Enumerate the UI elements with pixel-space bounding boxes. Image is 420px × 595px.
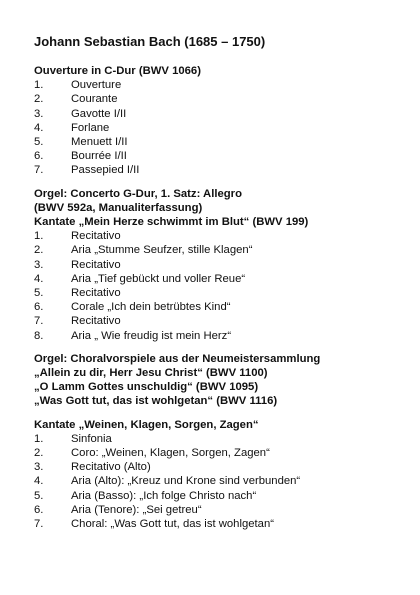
item-title: Ouverture xyxy=(71,79,122,92)
section-heading: (BWV 592a, Manualiterfassung) xyxy=(34,201,203,214)
item-number: 7. xyxy=(34,164,44,177)
list-item xyxy=(34,314,404,328)
document-title: Johann Sebastian Bach (1685 – 1750) xyxy=(34,34,266,49)
item-number: 1. xyxy=(34,230,44,243)
item-title: Sinfonia xyxy=(71,432,112,445)
list-item xyxy=(34,503,404,517)
item-title: Recitativo xyxy=(71,230,121,243)
section-choralvorspiele xyxy=(34,352,404,409)
item-number: 7. xyxy=(34,315,44,328)
item-title: Coro: „Weinen, Klagen, Sorgen, Zagen“ xyxy=(71,447,270,460)
item-title: Corale „Ich dein betrübtes Kind“ xyxy=(71,301,231,314)
list-item xyxy=(34,78,404,92)
list-item xyxy=(34,446,404,460)
program-page xyxy=(34,34,404,540)
item-title: Bourrée I/II xyxy=(71,150,127,163)
list-item xyxy=(34,286,404,300)
list-item xyxy=(34,135,404,149)
list-item xyxy=(34,460,404,474)
section-ouverture xyxy=(34,64,404,178)
item-number: 6. xyxy=(34,150,44,163)
item-title: Gavotte I/II xyxy=(71,107,127,120)
item-number: 2. xyxy=(34,447,44,460)
item-number: 3. xyxy=(34,461,44,474)
section-heading: „O Lamm Gottes unschuldig“ (BWV 1095) xyxy=(34,381,259,394)
item-number: 5. xyxy=(34,287,44,300)
list-item xyxy=(34,149,404,163)
section-kantate-weinen-klagen xyxy=(34,418,404,532)
item-number: 4. xyxy=(34,121,44,134)
item-number: 7. xyxy=(34,518,44,531)
item-number: 2. xyxy=(34,93,44,106)
item-title: Recitativo xyxy=(71,287,121,300)
list-item xyxy=(34,329,404,343)
item-number: 6. xyxy=(34,503,44,516)
section-heading: Kantate „Weinen, Klagen, Sorgen, Zagen“ xyxy=(34,418,259,431)
section-heading: Ouverture in C-Dur (BWV 1066) xyxy=(34,65,201,77)
item-number: 1. xyxy=(34,432,44,445)
list-item xyxy=(34,243,404,257)
list-item xyxy=(34,258,404,272)
list-item xyxy=(34,121,404,135)
item-title: Aria „Tief gebückt und voller Reue“ xyxy=(71,272,246,285)
list-item xyxy=(34,432,404,446)
list-item xyxy=(34,229,404,243)
section-heading: „Was Gott tut, das ist wohlgetan“ (BWV 1116) xyxy=(34,395,278,408)
item-title: Aria (Alto): „Kreuz und Krone sind verbunden“ xyxy=(71,475,301,488)
item-title: Forlane xyxy=(71,121,110,134)
item-number: 5. xyxy=(34,136,44,149)
item-number: 3. xyxy=(34,107,44,120)
item-title: Recitativo (Alto) xyxy=(71,461,151,474)
item-number: 2. xyxy=(34,244,44,257)
item-number: 5. xyxy=(34,489,44,502)
item-number: 3. xyxy=(34,258,44,271)
list-item xyxy=(34,517,404,531)
list-item xyxy=(34,272,404,286)
section-heading: Kantate „Mein Herze schwimmt im Blut“ (BWV 199) xyxy=(34,216,309,229)
list-item xyxy=(34,474,404,488)
section-heading: Orgel: Choralvorspiele aus der Neumeistersammlung xyxy=(34,352,321,365)
item-number: 4. xyxy=(34,475,44,488)
list-item xyxy=(34,107,404,121)
item-title: Choral: „Was Gott tut, das ist wohlgetan“ xyxy=(71,518,275,531)
item-title: Passepied I/II xyxy=(71,164,140,177)
list-item xyxy=(34,489,404,503)
section-heading: „Allein zu dir, Herr Jesu Christ“ (BWV 1100) xyxy=(34,367,268,380)
section-heading: Orgel: Concerto G-Dur, 1. Satz: Allegro xyxy=(34,187,242,200)
item-title: Aria (Basso): „Ich folge Christo nach“ xyxy=(71,489,257,502)
list-item xyxy=(34,92,404,106)
item-number: 4. xyxy=(34,272,44,285)
item-number: 8. xyxy=(34,329,44,342)
item-number: 6. xyxy=(34,301,44,314)
item-title: Menuett I/II xyxy=(71,136,128,149)
item-title: Aria „Stumme Seufzer, stille Klagen“ xyxy=(71,244,253,257)
list-item xyxy=(34,163,404,177)
item-title: Aria (Tenore): „Sei getreu“ xyxy=(71,503,202,516)
item-title: Recitativo xyxy=(71,315,121,328)
list-item xyxy=(34,300,404,314)
item-title: Recitativo xyxy=(71,258,121,271)
item-title: Aria „ Wie freudig ist mein Herz“ xyxy=(71,329,232,342)
item-number: 1. xyxy=(34,79,44,92)
item-title: Courante xyxy=(71,93,118,106)
section-concerto-kantate-199 xyxy=(34,187,404,343)
